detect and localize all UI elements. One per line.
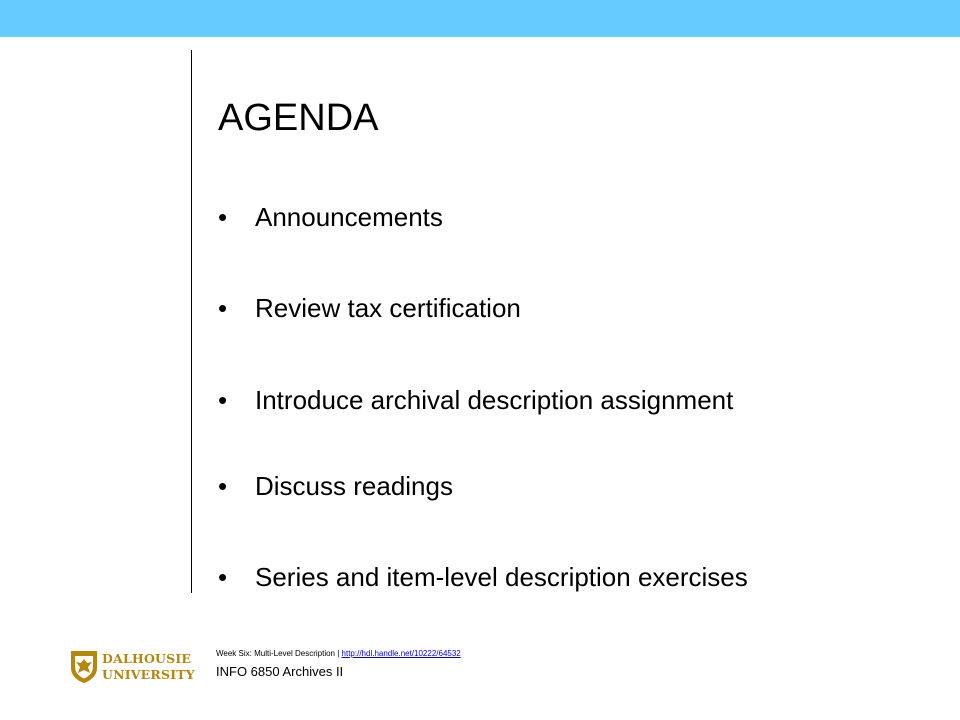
handle-link[interactable]: http://hdl.handle.net/10222/64532 [341, 649, 461, 658]
logo-wordmark [102, 651, 195, 683]
logo-line-1: DALHOUSIE [102, 651, 192, 666]
bullet-icon: • [218, 202, 228, 232]
agenda-item-label: Announcements [255, 202, 443, 232]
dalhousie-logo [70, 648, 194, 686]
agenda-item-label: Series and item-level description exercises [255, 562, 748, 592]
agenda-item-label: Introduce archival description assignment [255, 385, 734, 415]
footer-caption-text: Week Six: Multi-Level Description | [216, 649, 342, 658]
bullet-icon: • [218, 562, 228, 592]
dalhousie-shield-icon [70, 650, 98, 684]
footer-caption [216, 649, 461, 659]
logo-line-2: UNIVERSITY [102, 667, 195, 682]
bullet-icon: • [218, 385, 228, 415]
course-name: INFO 6850 Archives II [216, 664, 344, 679]
agenda-item-label: Review tax certification [255, 293, 521, 323]
bullet-icon: • [218, 293, 228, 323]
bullet-icon: • [218, 471, 228, 501]
vertical-divider [191, 50, 192, 593]
top-accent-bar [0, 0, 960, 37]
agenda-item-label: Discuss readings [255, 471, 453, 501]
slide-title: AGENDA [218, 97, 379, 139]
